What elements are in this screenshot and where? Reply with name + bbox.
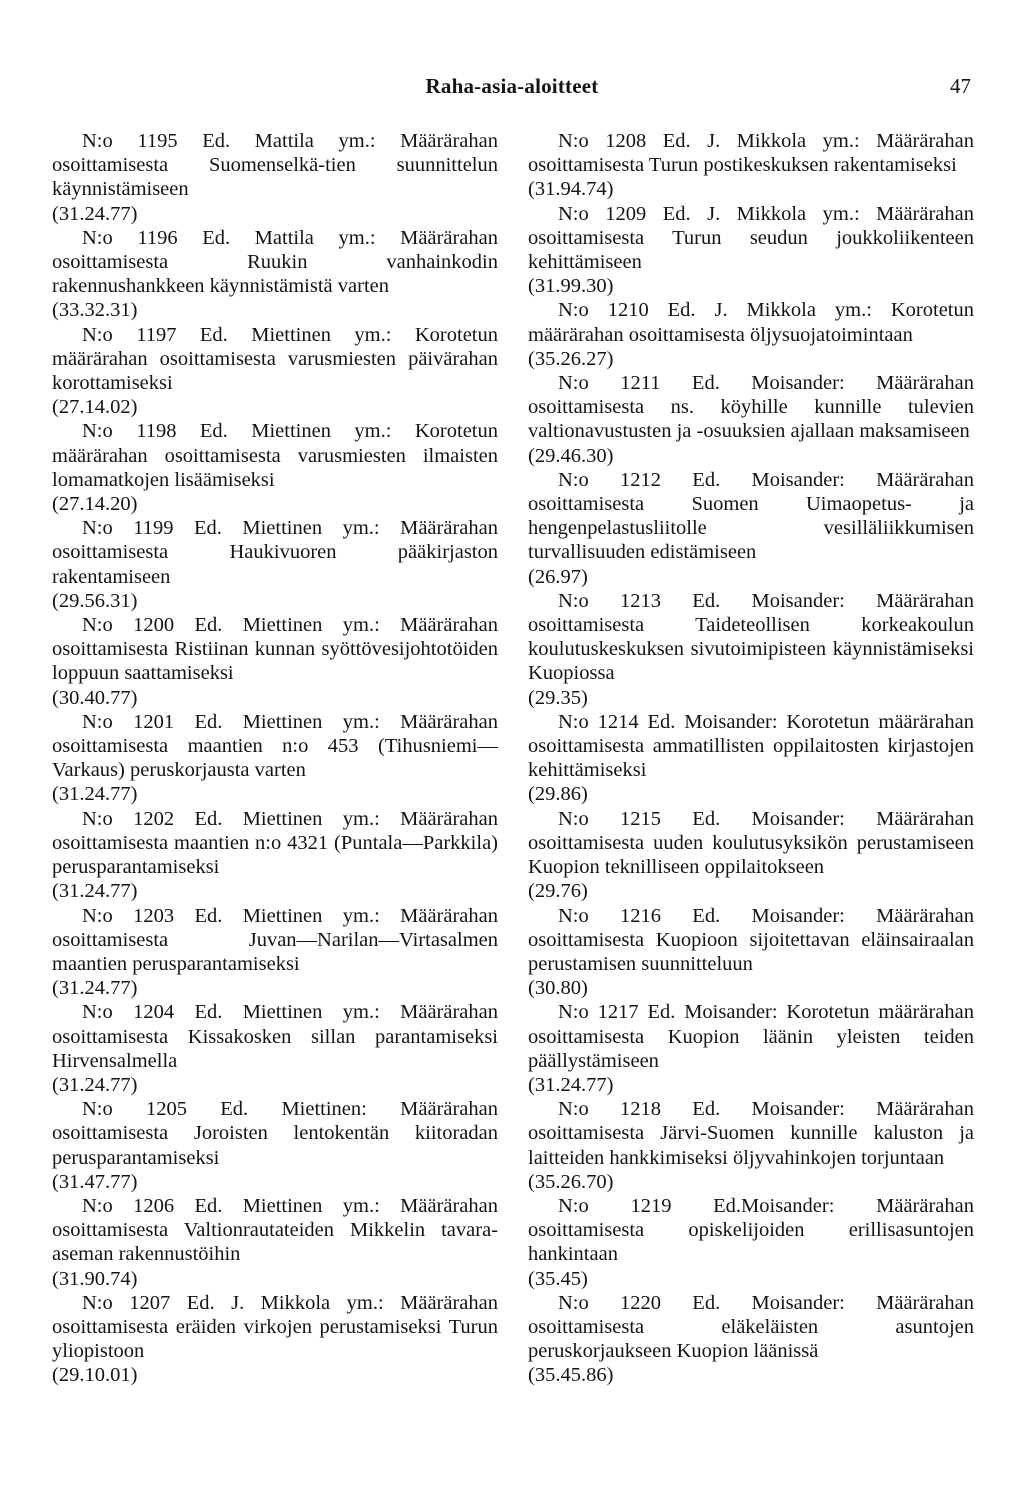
budget-item-code: (30.40.77) bbox=[52, 686, 138, 709]
motion-text: N:o 1212 Ed. Moisander: Määrärahan osoittamisesta Suomen Uimaopetus- ja hengenpelastusliitolle vesilläliikkumisen turvallisuuden edistämiseen bbox=[528, 468, 974, 564]
motion-text: N:o 1209 Ed. J. Mikkola ym.: Määrärahan osoittamisesta Turun seudun joukkoliikenteen kehittämiseen bbox=[528, 202, 974, 274]
right-column bbox=[528, 129, 974, 1388]
budget-item-code: (31.24.77) bbox=[52, 880, 138, 903]
budget-item-code: (31.24.77) bbox=[528, 1073, 614, 1096]
budget-item-code: (29.10.01) bbox=[52, 1364, 138, 1387]
motion-entry bbox=[528, 1000, 974, 1097]
motion-text: N:o 1211 Ed. Moisander: Määrärahan osoittamisesta ns. köyhille kunnille tulevien valtionavustusten ja -osuuksien ajallaan maksamiseen bbox=[528, 372, 974, 443]
motion-text: N:o 1196 Ed. Mattila ym.: Määrärahan osoittamisesta Ruukin vanhainkodin rakennushankkeen käynnistämistä varten bbox=[52, 226, 498, 298]
motion-entry bbox=[528, 1291, 974, 1388]
motion-text: N:o 1213 Ed. Moisander: Määrärahan osoittamisesta Taideteollisen korkeakoulun koulutuskeskuksen sivutoimipisteen käynnistämiseksi Kuopiossa bbox=[528, 589, 974, 685]
motion-entry bbox=[52, 323, 498, 420]
budget-item-code: (35.45.86) bbox=[528, 1364, 614, 1387]
motion-entry bbox=[52, 129, 498, 226]
budget-item-code: (31.47.77) bbox=[52, 1170, 138, 1193]
motion-text: N:o 1215 Ed. Moisander: Määrärahan osoittamisesta uuden koulutusyksikön perustamiseen Kuopion teknilliseen oppilaitokseen bbox=[528, 807, 974, 879]
motion-entry bbox=[52, 1097, 498, 1194]
budget-item-code: (35.26.27) bbox=[528, 347, 614, 370]
motion-text: N:o 1195 Ed. Mattila ym.: Määrärahan osoittamisesta Suomenselkä-tien suunnittelun käynnistämiseen bbox=[52, 130, 498, 201]
motion-entry bbox=[52, 710, 498, 807]
motion-text: N:o 1200 Ed. Miettinen ym.: Määrärahan osoittamisesta Ristiinan kunnan syöttövesijohtotöiden loppuun saattamiseksi bbox=[52, 614, 498, 685]
motion-entry bbox=[528, 129, 974, 202]
motion-entry bbox=[528, 468, 974, 589]
motion-text: N:o 1216 Ed. Moisander: Määrärahan osoittamisesta Kuopioon sijoitettavan eläinsairaalan perustamisen suunnitteluun bbox=[528, 904, 974, 975]
motion-text: N:o 1219 Ed.Moisander: Määrärahan osoittamisesta opiskelijoiden erillisasuntojen hankintaan bbox=[528, 1194, 974, 1266]
motion-entry bbox=[528, 202, 974, 299]
budget-item-code: (31.99.30) bbox=[528, 275, 614, 298]
motion-text: N:o 1199 Ed. Miettinen ym.: Määrärahan osoittamisesta Haukivuoren pääkirjaston rakentamiseen bbox=[52, 517, 498, 588]
budget-item-code: (26.97) bbox=[528, 565, 588, 588]
budget-item-code: (27.14.20) bbox=[52, 493, 138, 516]
motion-entry bbox=[52, 1194, 498, 1291]
motion-text: N:o 1207 Ed. J. Mikkola ym.: Määrärahan osoittamisesta eräiden virkojen perustamiseksi Turun yliopistoon bbox=[52, 1291, 498, 1363]
motion-text: N:o 1220 Ed. Moisander: Määrärahan osoittamisesta eläkeläisten asuntojen peruskorjaukseen Kuopion läänissä bbox=[528, 1291, 974, 1363]
motion-entry bbox=[528, 807, 974, 904]
budget-item-code: (35.45) bbox=[528, 1267, 588, 1290]
budget-item-code: (29.46.30) bbox=[528, 444, 614, 467]
motion-entry bbox=[52, 419, 498, 516]
motion-entry bbox=[52, 807, 498, 904]
motion-text: N:o 1206 Ed. Miettinen ym.: Määrärahan osoittamisesta Valtionrautateiden Mikkelin tavara-aseman rakennustöihin bbox=[52, 1194, 498, 1266]
budget-item-code: (29.86) bbox=[528, 783, 588, 806]
budget-item-code: (31.24.77) bbox=[52, 1073, 138, 1096]
motion-entry bbox=[52, 1000, 498, 1097]
motion-text: N:o 1217 Ed. Moisander: Korotetun määrärahan osoittamisesta Kuopion läänin yleisten teiden päällystämiseen bbox=[528, 1001, 974, 1072]
page-number: 47 bbox=[950, 74, 971, 98]
budget-item-code: (33.32.31) bbox=[52, 299, 138, 322]
budget-item-code: (27.14.02) bbox=[52, 396, 138, 419]
motion-text: N:o 1203 Ed. Miettinen ym.: Määrärahan osoittamisesta Juvan—Narilan—Virtasalmen maantien perusparantamiseksi bbox=[52, 904, 498, 975]
budget-item-code: (31.24.77) bbox=[52, 783, 138, 806]
motion-text: N:o 1214 Ed. Moisander: Korotetun määrärahan osoittamisesta ammatillisten oppilaitosten kirjastojen kehittämiseksi bbox=[528, 710, 974, 782]
motion-entry bbox=[52, 226, 498, 323]
budget-item-code: (31.24.77) bbox=[52, 977, 138, 1000]
motion-text: N:o 1201 Ed. Miettinen ym.: Määrärahan osoittamisesta maantien n:o 453 (Tihusniemi—Varkaus) peruskorjausta varten bbox=[52, 710, 498, 782]
motion-entry bbox=[52, 1291, 498, 1388]
motion-entry bbox=[528, 1194, 974, 1291]
motion-entry bbox=[528, 1097, 974, 1194]
budget-item-code: (31.94.74) bbox=[528, 178, 614, 201]
motion-entry bbox=[528, 371, 974, 468]
budget-item-code: (30.80) bbox=[528, 977, 588, 1000]
motion-entry bbox=[52, 516, 498, 613]
motion-text: N:o 1208 Ed. J. Mikkola ym.: Määrärahan osoittamisesta Turun postikeskuksen rakentamiseksi bbox=[528, 130, 974, 177]
motion-text: N:o 1218 Ed. Moisander: Määrärahan osoittamisesta Järvi-Suomen kunnille kaluston ja laitteiden hankkimiseksi öljyvahinkojen torjuntaan bbox=[528, 1098, 974, 1169]
running-title: Raha-asia-aloitteet bbox=[425, 74, 599, 98]
budget-item-code: (31.24.77) bbox=[52, 202, 138, 225]
motion-entry bbox=[528, 589, 974, 710]
left-column bbox=[52, 129, 498, 1388]
motion-text: N:o 1202 Ed. Miettinen ym.: Määrärahan osoittamisesta maantien n:o 4321 (Puntala—Parkkila) perusparantamiseksi bbox=[52, 807, 498, 879]
motion-text: N:o 1197 Ed. Miettinen ym.: Korotetun määrärahan osoittamisesta varusmiesten päivärahan korottamiseksi bbox=[52, 323, 498, 395]
motion-entry bbox=[52, 613, 498, 710]
motion-entry bbox=[52, 904, 498, 1001]
budget-item-code: (35.26.70) bbox=[528, 1170, 614, 1193]
budget-item-code: (29.76) bbox=[528, 880, 588, 903]
motion-entry bbox=[528, 710, 974, 807]
motion-text: N:o 1205 Ed. Miettinen: Määrärahan osoittamisesta Joroisten lentokentän kiitoradan perusparantamiseksi bbox=[52, 1098, 498, 1169]
motion-text: N:o 1204 Ed. Miettinen ym.: Määrärahan osoittamisesta Kissakosken sillan parantamiseksi Hirvensalmella bbox=[52, 1001, 498, 1072]
budget-item-code: (29.35) bbox=[528, 686, 588, 709]
budget-item-code: (31.90.74) bbox=[52, 1267, 138, 1290]
motion-entry bbox=[528, 298, 974, 371]
budget-item-code: (29.56.31) bbox=[52, 589, 138, 612]
motion-text: N:o 1198 Ed. Miettinen ym.: Korotetun määrärahan osoittamisesta varusmiesten ilmaisten lomamatkojen lisäämiseksi bbox=[52, 420, 498, 491]
motion-text: N:o 1210 Ed. J. Mikkola ym.: Korotetun määrärahan osoittamisesta öljysuojatoimintaan bbox=[528, 299, 974, 346]
motion-entry bbox=[528, 904, 974, 1001]
